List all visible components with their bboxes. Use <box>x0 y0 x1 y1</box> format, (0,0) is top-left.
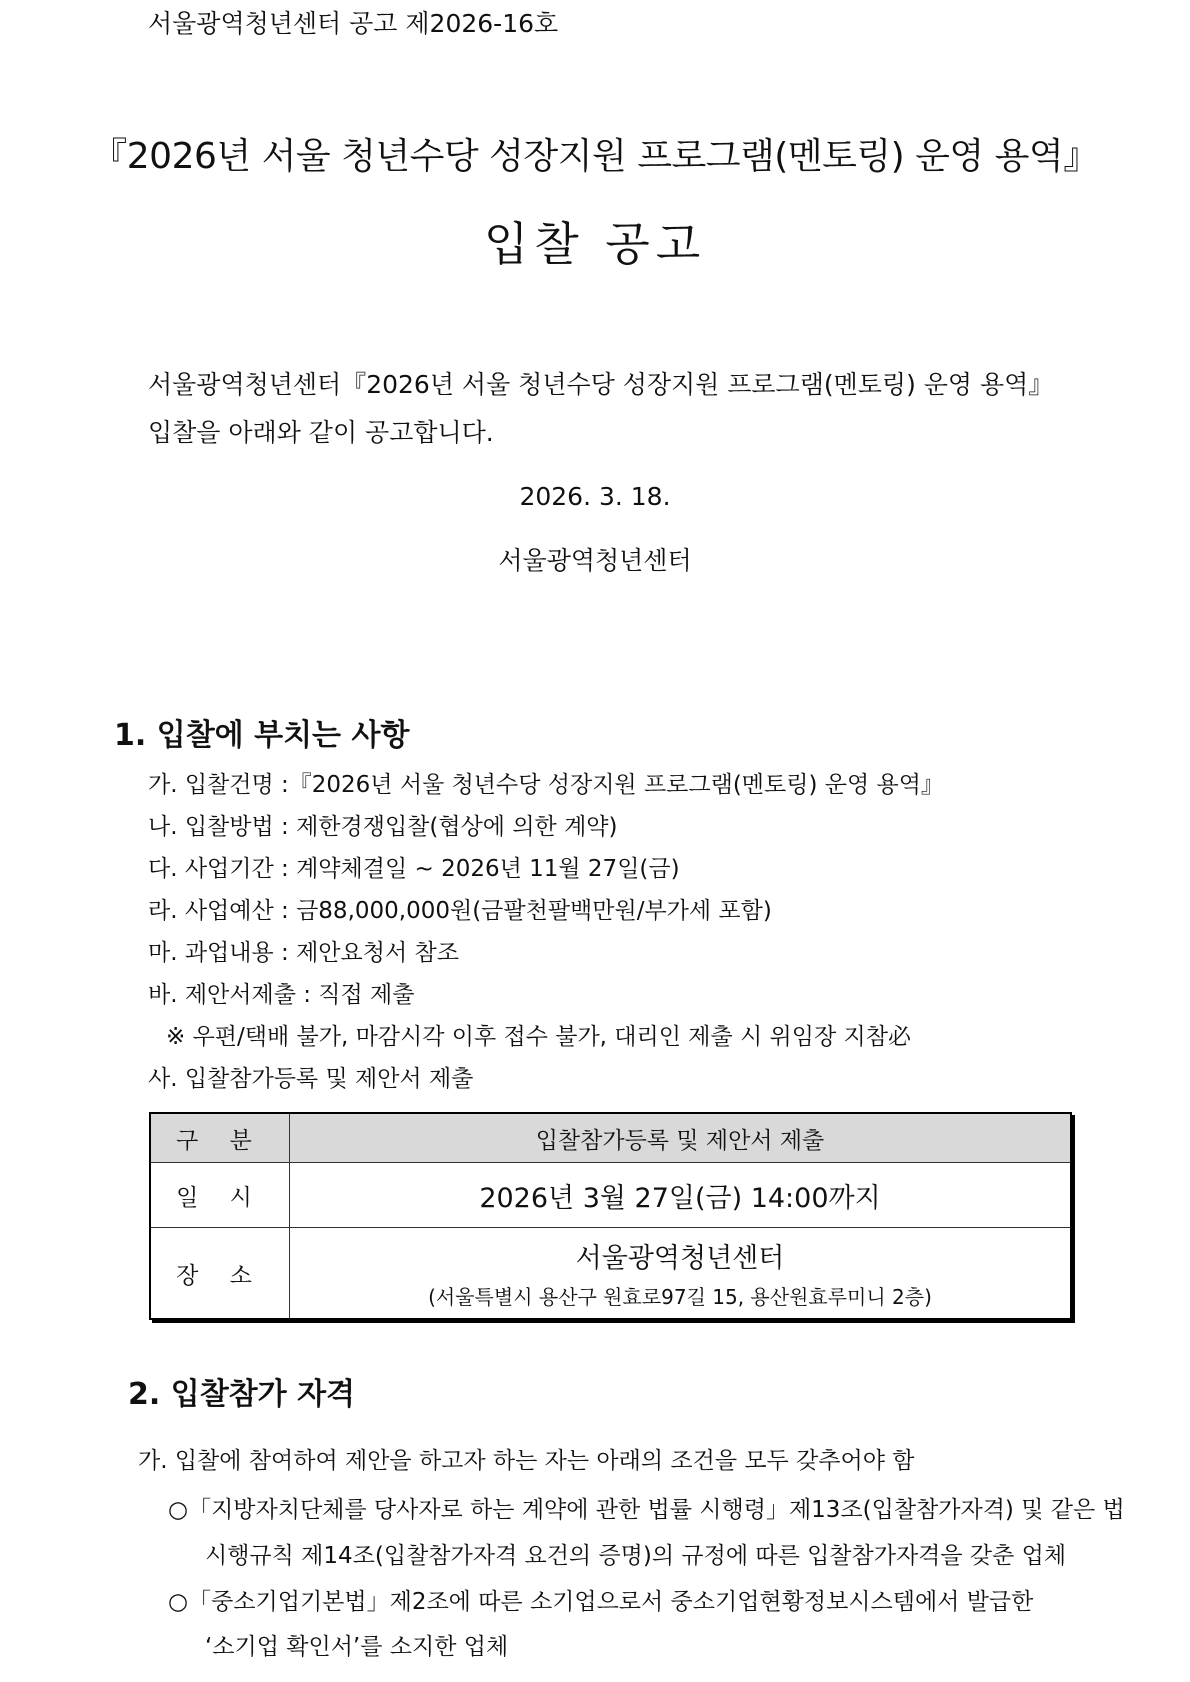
qualification-bullet-1: ○「지방자치단체를 당사자로 하는 계약에 관한 법률 시행령」제13조(입찰참가자격) 및 같은 법 <box>168 1497 1125 1523</box>
section-1-item: 바. 제안서제출 : 직접 제출 <box>148 982 415 1008</box>
notice-date: 2026. 3. 18. <box>519 482 671 511</box>
table-label-datetime: 일 시 <box>150 1163 290 1228</box>
qualification-bullet-2-cont: ‘소기업 확인서’를 소지한 업체 <box>205 1634 509 1660</box>
qualification-bullet-1-cont: 시행규칙 제14조(입찰참가자격 요건의 증명)의 규정에 따른 입찰참가자격을 갖춘 업체 <box>205 1543 1067 1569</box>
document-subtitle: 입찰 공고 <box>483 217 707 271</box>
section-2-heading: 2. 입찰참가 자격 <box>128 1377 356 1412</box>
section-1-item: 라. 사업예산 : 금88,000,000원(금팔천팔백만원/부가세 포함) <box>148 898 772 924</box>
table-header-category: 구 분 <box>150 1113 290 1163</box>
notice-number: 서울광역청년센터 공고 제2026-16호 <box>148 9 559 38</box>
table-label-place: 장 소 <box>150 1228 290 1320</box>
submission-schedule-table <box>149 1112 1072 1320</box>
table-cell-place <box>290 1228 1072 1320</box>
intro-line-2: 입찰을 아래와 같이 공고합니다. <box>148 418 494 447</box>
table-value-datetime: 2026년 3월 27일(금) 14:00까지 <box>290 1163 1072 1228</box>
section-1-item: 사. 입찰참가등록 및 제안서 제출 <box>148 1066 474 1092</box>
submission-note: ※ 우편/택배 불가, 마감시각 이후 접수 불가, 대리인 제출 시 위임장 지참必 <box>166 1024 911 1050</box>
notice-organization: 서울광역청년센터 <box>498 546 692 575</box>
section-1-item: 가. 입찰건명 :『2026년 서울 청년수당 성장지원 프로그램(멘토링) 운영 용역』 <box>148 772 944 798</box>
section-1-item: 마. 과업내용 : 제안요청서 참조 <box>148 940 459 966</box>
table-value-place: 서울광역청년센터 <box>575 1243 785 1274</box>
qualification-bullet-2: ○「중소기업기본법」제2조에 따른 소기업으로서 중소기업현황정보시스템에서 발급한 <box>168 1589 1034 1615</box>
section-1-heading: 1. 입찰에 부치는 사항 <box>114 718 410 753</box>
section-1-item: 다. 사업기간 : 계약체결일 ~ 2026년 11월 27일(금) <box>148 856 680 882</box>
section-2-item-a: 가. 입찰에 참여하여 제안을 하고자 하는 자는 아래의 조건을 모두 갖추어야 함 <box>138 1448 915 1474</box>
section-1-item: 나. 입찰방법 : 제한경쟁입찰(협상에 의한 계약) <box>148 814 618 840</box>
document-title: 『2026년 서울 청년수당 성장지원 프로그램(멘토링) 운영 용역』 <box>91 136 1099 177</box>
intro-line-1: 서울광역청년센터『2026년 서울 청년수당 성장지원 프로그램(멘토링) 운영 용역』 <box>148 370 1054 399</box>
table-header-submission: 입찰참가등록 및 제안서 제출 <box>290 1113 1072 1163</box>
table-value-address: (서울특별시 용산구 원효로97길 15, 용산원효루미니 2층) <box>428 1285 932 1309</box>
